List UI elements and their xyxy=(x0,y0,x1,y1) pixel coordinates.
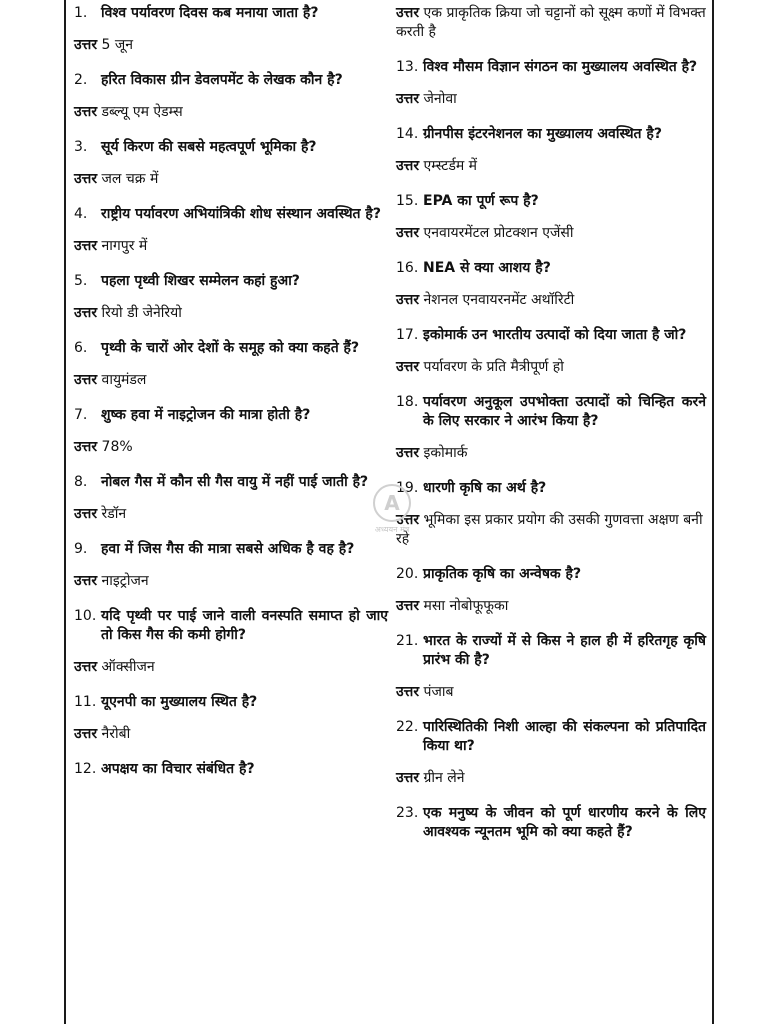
question-item xyxy=(396,632,706,670)
question-number: 15. xyxy=(396,193,419,209)
answer-label: उत्तर xyxy=(74,573,98,589)
question-text: पहला पृथ्वी शिखर सम्मेलन कहां हुआ? xyxy=(101,273,300,289)
answer-item xyxy=(396,291,706,310)
question-text: पर्यावरण अनुकूल उपभोक्ता उत्पादों को चिन्हित करने के लिए सरकार ने आरंभ किया है? xyxy=(423,394,706,429)
question-number: 12. xyxy=(74,761,97,777)
question-text: विश्व पर्यावरण दिवस कब मनाया जाता है? xyxy=(101,5,319,21)
answer-label: उत्तर xyxy=(74,506,98,522)
question-number: 19. xyxy=(396,480,419,496)
question-number: 6. xyxy=(74,340,88,356)
answer-text: एक प्राकृतिक क्रिया जो चट्टानों को सूक्ष्म कणों में विभक्त करती है xyxy=(396,5,706,40)
answer-label: उत्तर xyxy=(396,512,420,528)
question-number: 9. xyxy=(74,541,88,557)
answer-item xyxy=(396,511,706,549)
question-item xyxy=(74,473,388,492)
answer-item xyxy=(396,358,706,377)
answer-label: उत्तर xyxy=(396,5,420,21)
question-text: नोबल गैस में कौन सी गैस वायु में नहीं पाई जाती है? xyxy=(101,474,369,490)
answer-text: मसा नोबोफूफूका xyxy=(423,598,509,614)
answer-text: डब्ल्यू एम ऐडम्स xyxy=(101,104,183,120)
question-number: 5. xyxy=(74,273,88,289)
question-number: 21. xyxy=(396,633,419,649)
question-text: प्राकृतिक कृषि का अन्वेषक है? xyxy=(423,566,582,582)
left-column xyxy=(74,4,388,779)
answer-label: उत्तर xyxy=(74,372,98,388)
question-item xyxy=(396,326,706,345)
answer-text: एनवायरमेंटल प्रोटक्शन एजेंसी xyxy=(423,225,574,241)
question-number: 18. xyxy=(396,394,419,410)
answer-text: जल चक्र में xyxy=(101,171,159,187)
question-number: 13. xyxy=(396,59,419,75)
answer-label: उत्तर xyxy=(396,359,420,375)
question-item xyxy=(74,760,388,779)
answer-label: उत्तर xyxy=(396,684,420,700)
answer-item xyxy=(74,658,388,677)
question-text: पृथ्वी के चारों ओर देशों के समूह को क्या कहते हैं? xyxy=(101,340,360,356)
answer-text: नागपुर में xyxy=(101,238,148,254)
question-item xyxy=(74,205,388,224)
question-item xyxy=(74,4,388,23)
question-number: 1. xyxy=(74,5,88,21)
question-item xyxy=(74,540,388,559)
answer-item xyxy=(74,36,388,55)
question-text: ग्रीनपीस इंटरनेशनल का मुख्यालय अवस्थित है? xyxy=(423,126,662,142)
answer-label: उत्तर xyxy=(396,225,420,241)
question-text: इकोमार्क उन भारतीय उत्पादों को दिया जाता है जो? xyxy=(423,327,687,343)
question-number: 20. xyxy=(396,566,419,582)
answer-label: उत्तर xyxy=(74,238,98,254)
answer-text: रियो डी जेनेरियो xyxy=(101,305,182,321)
question-item xyxy=(396,804,706,842)
answer-label: उत्तर xyxy=(396,770,420,786)
question-number: 4. xyxy=(74,206,88,222)
question-text: यूएनपी का मुख्यालय स्थित है? xyxy=(101,694,258,710)
question-text: EPA का पूर्ण रूप है? xyxy=(423,193,539,209)
question-text: भारत के राज्यों में से किस ने हाल ही में हरितगृह कृषि प्रारंभ की है? xyxy=(423,633,706,668)
answer-item xyxy=(74,572,388,591)
answer-label: उत्तर xyxy=(396,445,420,461)
question-item xyxy=(74,272,388,291)
answer-label: उत्तर xyxy=(74,659,98,675)
question-number: 7. xyxy=(74,407,88,423)
answer-item xyxy=(74,505,388,524)
answer-continued xyxy=(396,4,706,42)
question-number: 2. xyxy=(74,72,88,88)
question-text: यदि पृथ्वी पर पाई जाने वाली वनस्पति समाप्त हो जाए तो किस गैस की कमी होगी? xyxy=(101,608,388,643)
answer-text: इकोमार्क xyxy=(423,445,468,461)
question-number: 16. xyxy=(396,260,419,276)
answer-text: 78% xyxy=(101,439,133,455)
watermark-caption: अध्ययन मंत्र xyxy=(374,525,410,534)
answer-text: रेडॉन xyxy=(101,506,127,522)
answer-item xyxy=(74,304,388,323)
answer-text: जेनोवा xyxy=(423,91,457,107)
question-item xyxy=(74,71,388,90)
left-border-rule xyxy=(64,0,66,1024)
question-text: अपक्षय का विचार संबंधित है? xyxy=(101,761,255,777)
question-item xyxy=(396,393,706,431)
answer-label: उत्तर xyxy=(74,171,98,187)
answer-item xyxy=(74,103,388,122)
answer-item xyxy=(396,157,706,176)
question-text: हवा में जिस गैस की मात्रा सबसे अधिक है वह है? xyxy=(101,541,355,557)
answer-item xyxy=(396,224,706,243)
answer-label: उत्तर xyxy=(396,91,420,107)
answer-item xyxy=(396,683,706,702)
answer-item xyxy=(396,769,706,788)
answer-text: नेशनल एनवायरनमेंट अथॉरिटी xyxy=(423,292,575,308)
answer-label: उत्तर xyxy=(74,305,98,321)
question-text: सूर्य किरण की सबसे महत्वपूर्ण भूमिका है? xyxy=(101,139,317,155)
question-text: NEA से क्या आशय है? xyxy=(423,260,551,276)
question-text: पारिस्थितिकी निशी आल्हा की संकल्पना को प्रतिपादित किया था? xyxy=(423,719,706,754)
answer-text: पर्यावरण के प्रति मैत्रीपूर्ण हो xyxy=(423,359,564,375)
question-item xyxy=(396,565,706,584)
answer-item xyxy=(74,237,388,256)
answer-text: ग्रीन लेने xyxy=(423,770,465,786)
question-item xyxy=(396,192,706,211)
question-text: शुष्क हवा में नाइट्रोजन की मात्रा होती है? xyxy=(101,407,311,423)
answer-text: वायुमंडल xyxy=(101,372,147,388)
question-item xyxy=(396,259,706,278)
question-number: 17. xyxy=(396,327,419,343)
question-number: 8. xyxy=(74,474,88,490)
answer-item xyxy=(396,597,706,616)
answer-text: नाइट्रोजन xyxy=(101,573,149,589)
question-text: हरित विकास ग्रीन डेवलपमेंट के लेखक कौन है? xyxy=(101,72,343,88)
answer-text: नैरोबी xyxy=(101,726,131,742)
question-number: 11. xyxy=(74,694,97,710)
question-number: 23. xyxy=(396,805,419,821)
answer-text: पंजाब xyxy=(423,684,454,700)
right-column xyxy=(396,4,706,842)
question-item xyxy=(396,479,706,498)
question-item xyxy=(74,339,388,358)
answer-item xyxy=(396,90,706,109)
question-item xyxy=(396,58,706,77)
watermark-mark: A xyxy=(373,484,411,522)
answer-label: उत्तर xyxy=(74,37,98,53)
answer-item xyxy=(74,170,388,189)
answer-label: उत्तर xyxy=(396,158,420,174)
question-text: विश्व मौसम विज्ञान संगठन का मुख्यालय अवस्थित है? xyxy=(423,59,698,75)
answer-text: 5 जून xyxy=(101,37,134,53)
question-item xyxy=(74,406,388,425)
answer-item xyxy=(74,371,388,390)
answer-item xyxy=(396,444,706,463)
answer-text: भूमिका इस प्रकार प्रयोग की उसकी गुणवत्ता अक्षण बनी रहे xyxy=(396,512,703,547)
question-item xyxy=(396,125,706,144)
answer-label: उत्तर xyxy=(396,598,420,614)
watermark-logo xyxy=(368,484,416,535)
question-text: एक मनुष्य के जीवन को पूर्ण धारणीय करने के लिए आवश्यक न्यूनतम भूमि को क्या कहते हैं? xyxy=(423,805,706,840)
question-item xyxy=(74,607,388,645)
question-item xyxy=(74,693,388,712)
question-item xyxy=(74,138,388,157)
question-text: धारणी कृषि का अर्थ है? xyxy=(423,480,547,496)
answer-label: उत्तर xyxy=(74,104,98,120)
answer-item xyxy=(74,438,388,457)
answer-text: एम्स्टर्डम में xyxy=(423,158,478,174)
right-border-rule xyxy=(712,0,714,1024)
question-text: राष्ट्रीय पर्यावरण अभियांत्रिकी शोध संस्थान अवस्थित है? xyxy=(101,206,381,222)
answer-text: ऑक्सीजन xyxy=(101,659,155,675)
answer-item xyxy=(74,725,388,744)
answer-label: उत्तर xyxy=(74,726,98,742)
question-number: 3. xyxy=(74,139,88,155)
question-number: 14. xyxy=(396,126,419,142)
answer-label: उत्तर xyxy=(396,292,420,308)
answer-label: उत्तर xyxy=(74,439,98,455)
question-number: 22. xyxy=(396,719,419,735)
question-number: 10. xyxy=(74,608,97,624)
question-item xyxy=(396,718,706,756)
